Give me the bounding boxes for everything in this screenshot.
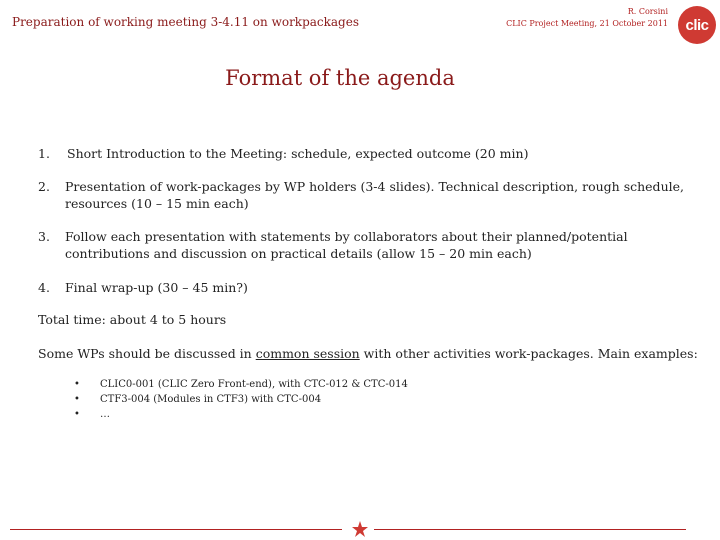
page-title: Format of the agenda xyxy=(225,66,455,90)
header-author: R. Corsini xyxy=(627,7,668,16)
bullet-icon: • xyxy=(74,379,80,390)
common-session-note xyxy=(38,346,698,361)
total-time: Total time: about 4 to 5 hours xyxy=(38,312,227,327)
agenda-item-text: Short Introduction to the Meeting: schedule, expected outcome (20 min) xyxy=(67,146,529,161)
agenda-item-text-cont: resources (10 – 15 min each) xyxy=(65,196,249,211)
footer-divider-right xyxy=(374,529,686,530)
agenda-item-text: Presentation of work-packages by WP holders (3-4 slides). Technical description, rough schedule, xyxy=(65,179,684,194)
footer-divider-left xyxy=(10,529,342,530)
agenda-item-number: 2. xyxy=(38,179,50,194)
example-text: CLIC0-001 (CLIC Zero Front-end), with CTC-012 & CTC-014 xyxy=(100,379,408,390)
header-info xyxy=(506,6,668,30)
header-title: Preparation of working meeting 3-4.11 on workpackages xyxy=(12,15,359,29)
bullet-icon: • xyxy=(74,394,80,405)
example-text: CTF3-004 (Modules in CTF3) with CTC-004 xyxy=(100,394,322,405)
common-session-after: with other activities work-packages. Main examples: xyxy=(359,346,698,361)
bullet-icon: • xyxy=(74,409,80,420)
agenda-item-number: 3. xyxy=(38,229,50,244)
common-session-underlined: common session xyxy=(255,346,360,361)
star-icon xyxy=(351,520,369,538)
example-text: … xyxy=(100,409,110,420)
clic-logo xyxy=(678,6,716,44)
agenda-item-text: Final wrap-up (30 – 45 min?) xyxy=(65,280,248,295)
header-meeting: CLIC Project Meeting, 21 October 2011 xyxy=(506,19,668,28)
common-session-before: Some WPs should be discussed in xyxy=(38,346,256,361)
agenda-item-number: 1. xyxy=(38,146,50,161)
agenda-item-text-cont: contributions and discussion on practical details (allow 15 – 20 min each) xyxy=(65,246,532,261)
agenda-item-text: Follow each presentation with statements by collaborators about their planned/potential xyxy=(65,229,628,244)
logo-text: clic xyxy=(685,16,709,34)
agenda-item-number: 4. xyxy=(38,280,50,295)
